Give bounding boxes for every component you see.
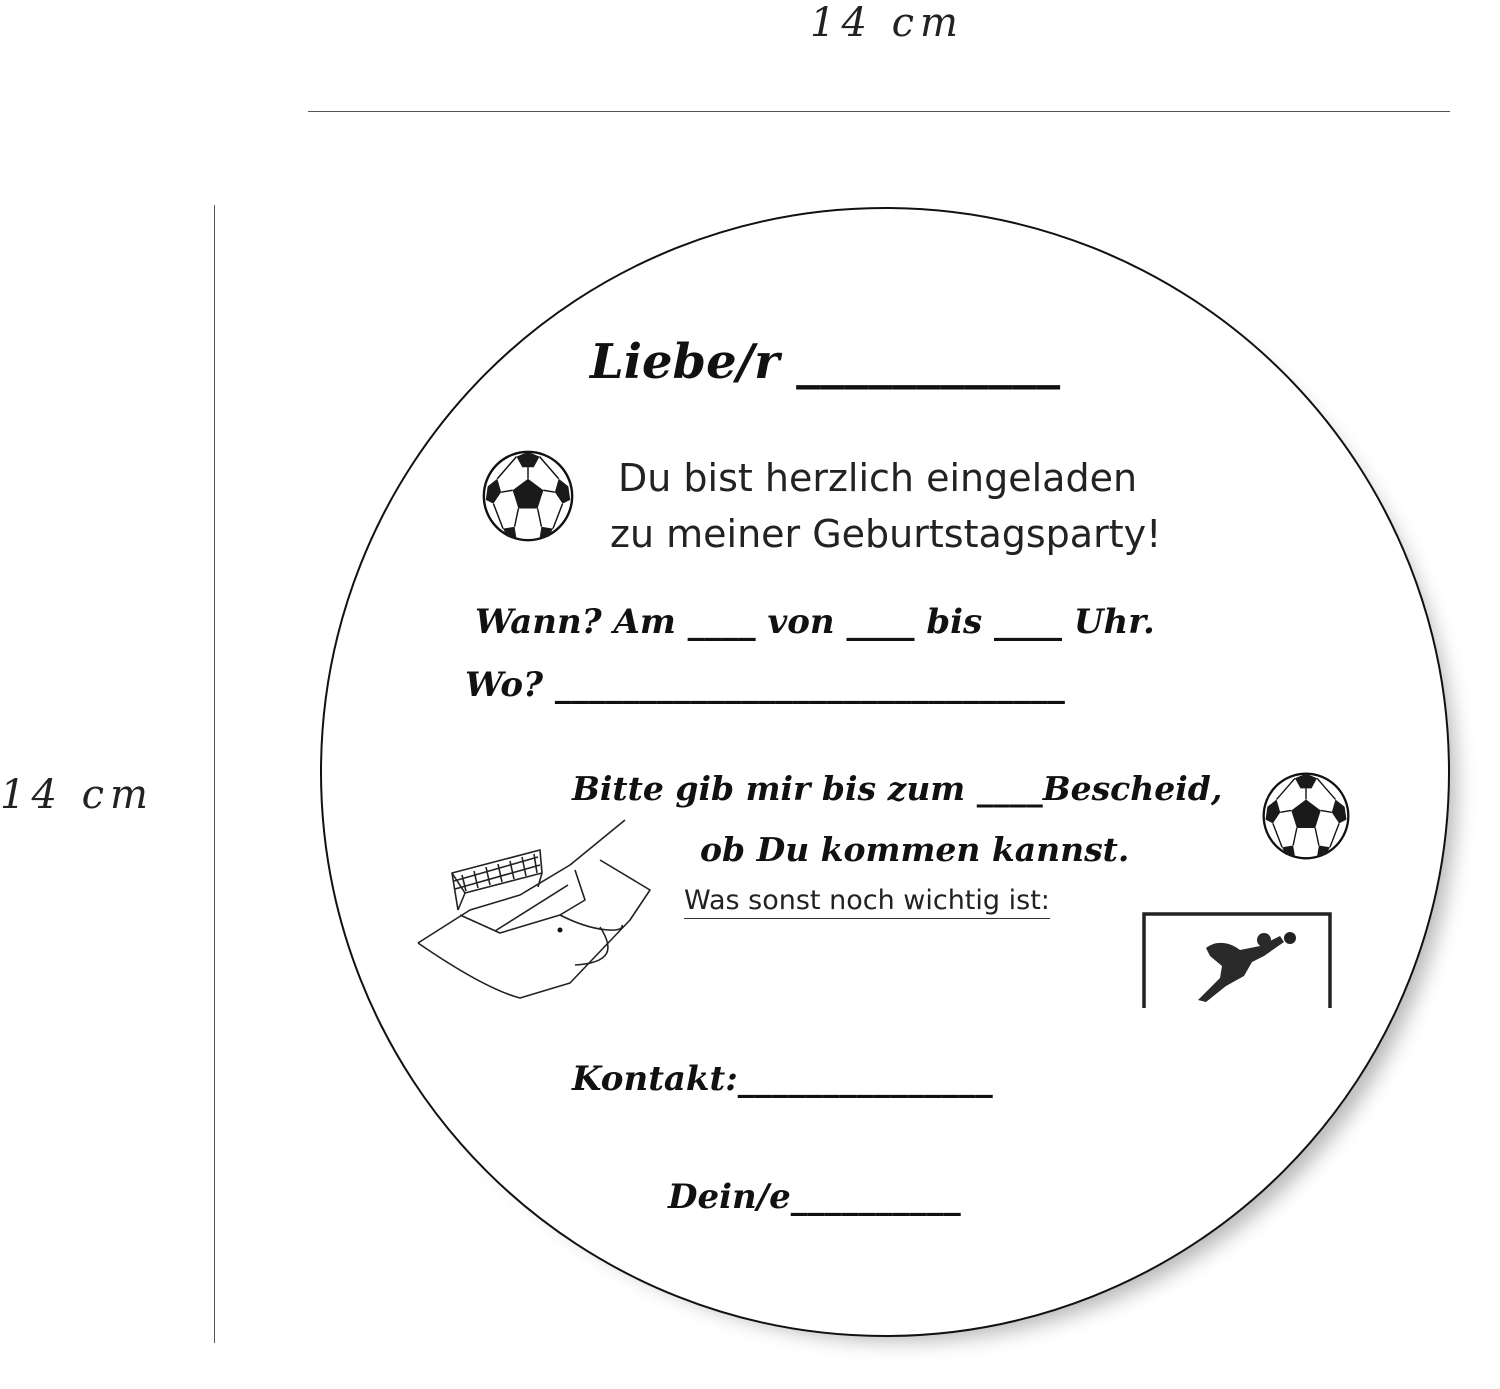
invite-text-line-1: Du bist herzlich eingeladen — [618, 456, 1138, 500]
soccer-ball-icon — [1258, 770, 1354, 862]
info-heading: Was sonst noch wichtig ist: — [684, 887, 1050, 919]
goalkeeper-icon — [1140, 910, 1334, 1010]
where-line: Wo? ______________________________ — [465, 665, 1065, 705]
greeting-line: Liebe/r ___________ — [590, 334, 1061, 390]
height-dimension-line — [214, 205, 215, 1343]
width-dimension-line — [308, 111, 1450, 112]
contact-line: Kontakt:_______________ — [572, 1059, 993, 1099]
width-dimension-label: 14 cm — [810, 0, 964, 46]
when-line: Wann? Am ____ von ____ bis ____ Uhr. — [475, 602, 1155, 642]
rsvp-line-2: ob Du kommen kannst. — [700, 830, 1130, 869]
rsvp-line-1: Bitte gib mir bis zum ____Bescheid, — [572, 769, 1223, 808]
soccer-field-goal-sketch — [410, 815, 660, 1005]
signature-line: Dein/e__________ — [668, 1177, 961, 1217]
invite-text-line-2: zu meiner Geburtstagsparty! — [610, 512, 1162, 556]
height-dimension-label: 14 cm — [0, 772, 154, 818]
soccer-ball-icon — [480, 448, 576, 544]
